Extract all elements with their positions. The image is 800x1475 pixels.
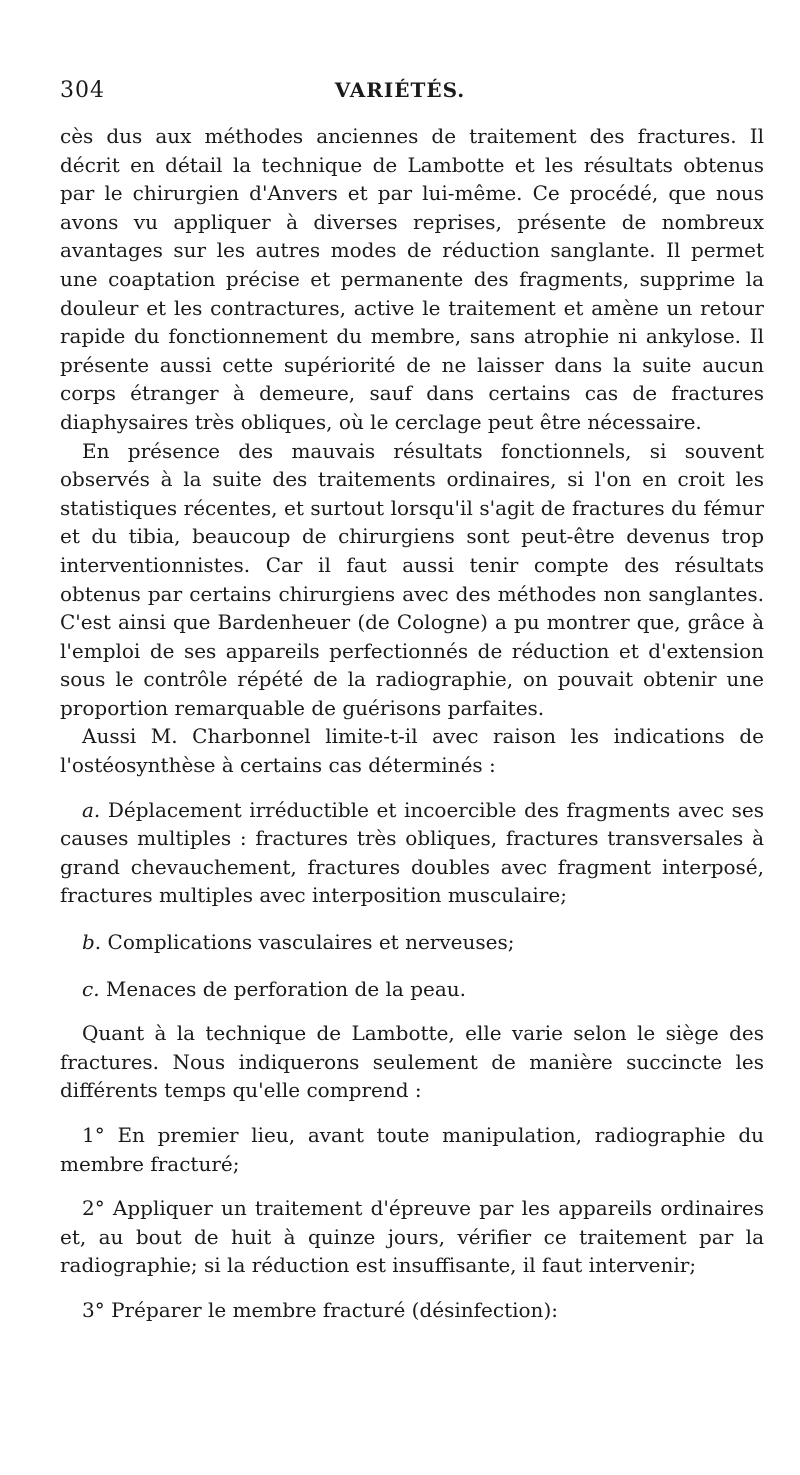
paragraph-continuation: cès dus aux méthodes anciennes de traitement des fractures. Il décrit en détail la technique de Lambotte et les résultats obtenus par le chirurgien d'Anvers et par lui-même. Ce procédé, que nous avons vu appliquer à diverses reprises, présente de nombreux avantages sur les autres modes de réduction sanglante. Il permet une coaptation précise et permanente des fragments, supprime la douleur et les contractures, active le traitement et amène un retour rapide du fonctionnement du membre, sans atrophie ni ankylose. Il présente aussi cette supériorité de ne laisser dans la suite aucun corps étranger à demeure, sauf dans certains cas de fractures diaphysaires très obliques, où le cerclage peut être nécessaire. bbox=[60, 124, 764, 434]
page-body bbox=[60, 122, 764, 1325]
page-number: 304 bbox=[60, 78, 105, 103]
step-2 bbox=[60, 1194, 764, 1280]
indication-text: Complications vasculaires et nerveuses; bbox=[107, 930, 515, 955]
paragraph-technique: Quant à la technique de Lambotte, elle varie selon le siège des fractures. Nous indiquerons seulement de manière succincte les différents temps qu'elle comprend : bbox=[60, 1021, 764, 1103]
step-label: 3° bbox=[82, 1297, 105, 1322]
indication-text: Déplacement irréductible et incoercible des fragments avec ses causes multiples : fractures très obliques, fractures transversales à grand chevauchement, fractures doubles avec fragment interposé, fractures multiples avec interposition musculaire; bbox=[60, 797, 765, 908]
step-text: Préparer le membre fracturé (désinfection): bbox=[111, 1297, 558, 1322]
running-title: VARIÉTÉS. bbox=[334, 78, 466, 102]
step-3 bbox=[60, 1296, 764, 1325]
indication-label: b. bbox=[82, 930, 102, 955]
indication-a bbox=[60, 796, 764, 910]
indication-text: Menaces de perforation de la peau. bbox=[105, 976, 467, 1001]
paragraph-indications: Aussi M. Charbonnel limite-t-il avec raison les indications de l'ostéosynthèse à certains cas déterminés : bbox=[60, 724, 764, 778]
indication-c bbox=[60, 975, 764, 1004]
page-header bbox=[60, 78, 740, 110]
step-text: En premier lieu, avant toute manipulation, radiographie du membre fracturé; bbox=[60, 1123, 764, 1176]
paragraph-results: En présence des mauvais résultats fonctionnels, si souvent observés à la suite des traitements ordinaires, si l'on en croit les statistiques récentes, et surtout lorsqu'il s'agit de fractures du fémur et du tibia, beaucoup de chirurgiens sont peut-être devenus trop interventionnistes. Car il faut aussi tenir compte des résultats obtenus par certains chirurgiens avec des méthodes non sanglantes. C'est ainsi que Bardenheuer (de Cologne) a pu montrer que, grâce à l'emploi de ses appareils perfectionnés de réduction et d'extension sous le contrôle répété de la radiographie, on pouvait obtenir une proportion remarquable de guérisons parfaites. bbox=[60, 438, 764, 720]
step-1 bbox=[60, 1121, 764, 1178]
indication-b bbox=[60, 928, 764, 957]
indication-label: c. bbox=[82, 976, 100, 1001]
step-text: Appliquer un traitement d'épreuve par les appareils ordinaires et, au bout de huit à quinze jours, vérifier ce traitement par la radiographie; si la réduction est insuffisante, il faut intervenir; bbox=[60, 1196, 764, 1278]
step-label: 2° bbox=[82, 1196, 105, 1221]
indication-label: a. bbox=[82, 797, 101, 822]
step-label: 1° bbox=[82, 1123, 105, 1147]
